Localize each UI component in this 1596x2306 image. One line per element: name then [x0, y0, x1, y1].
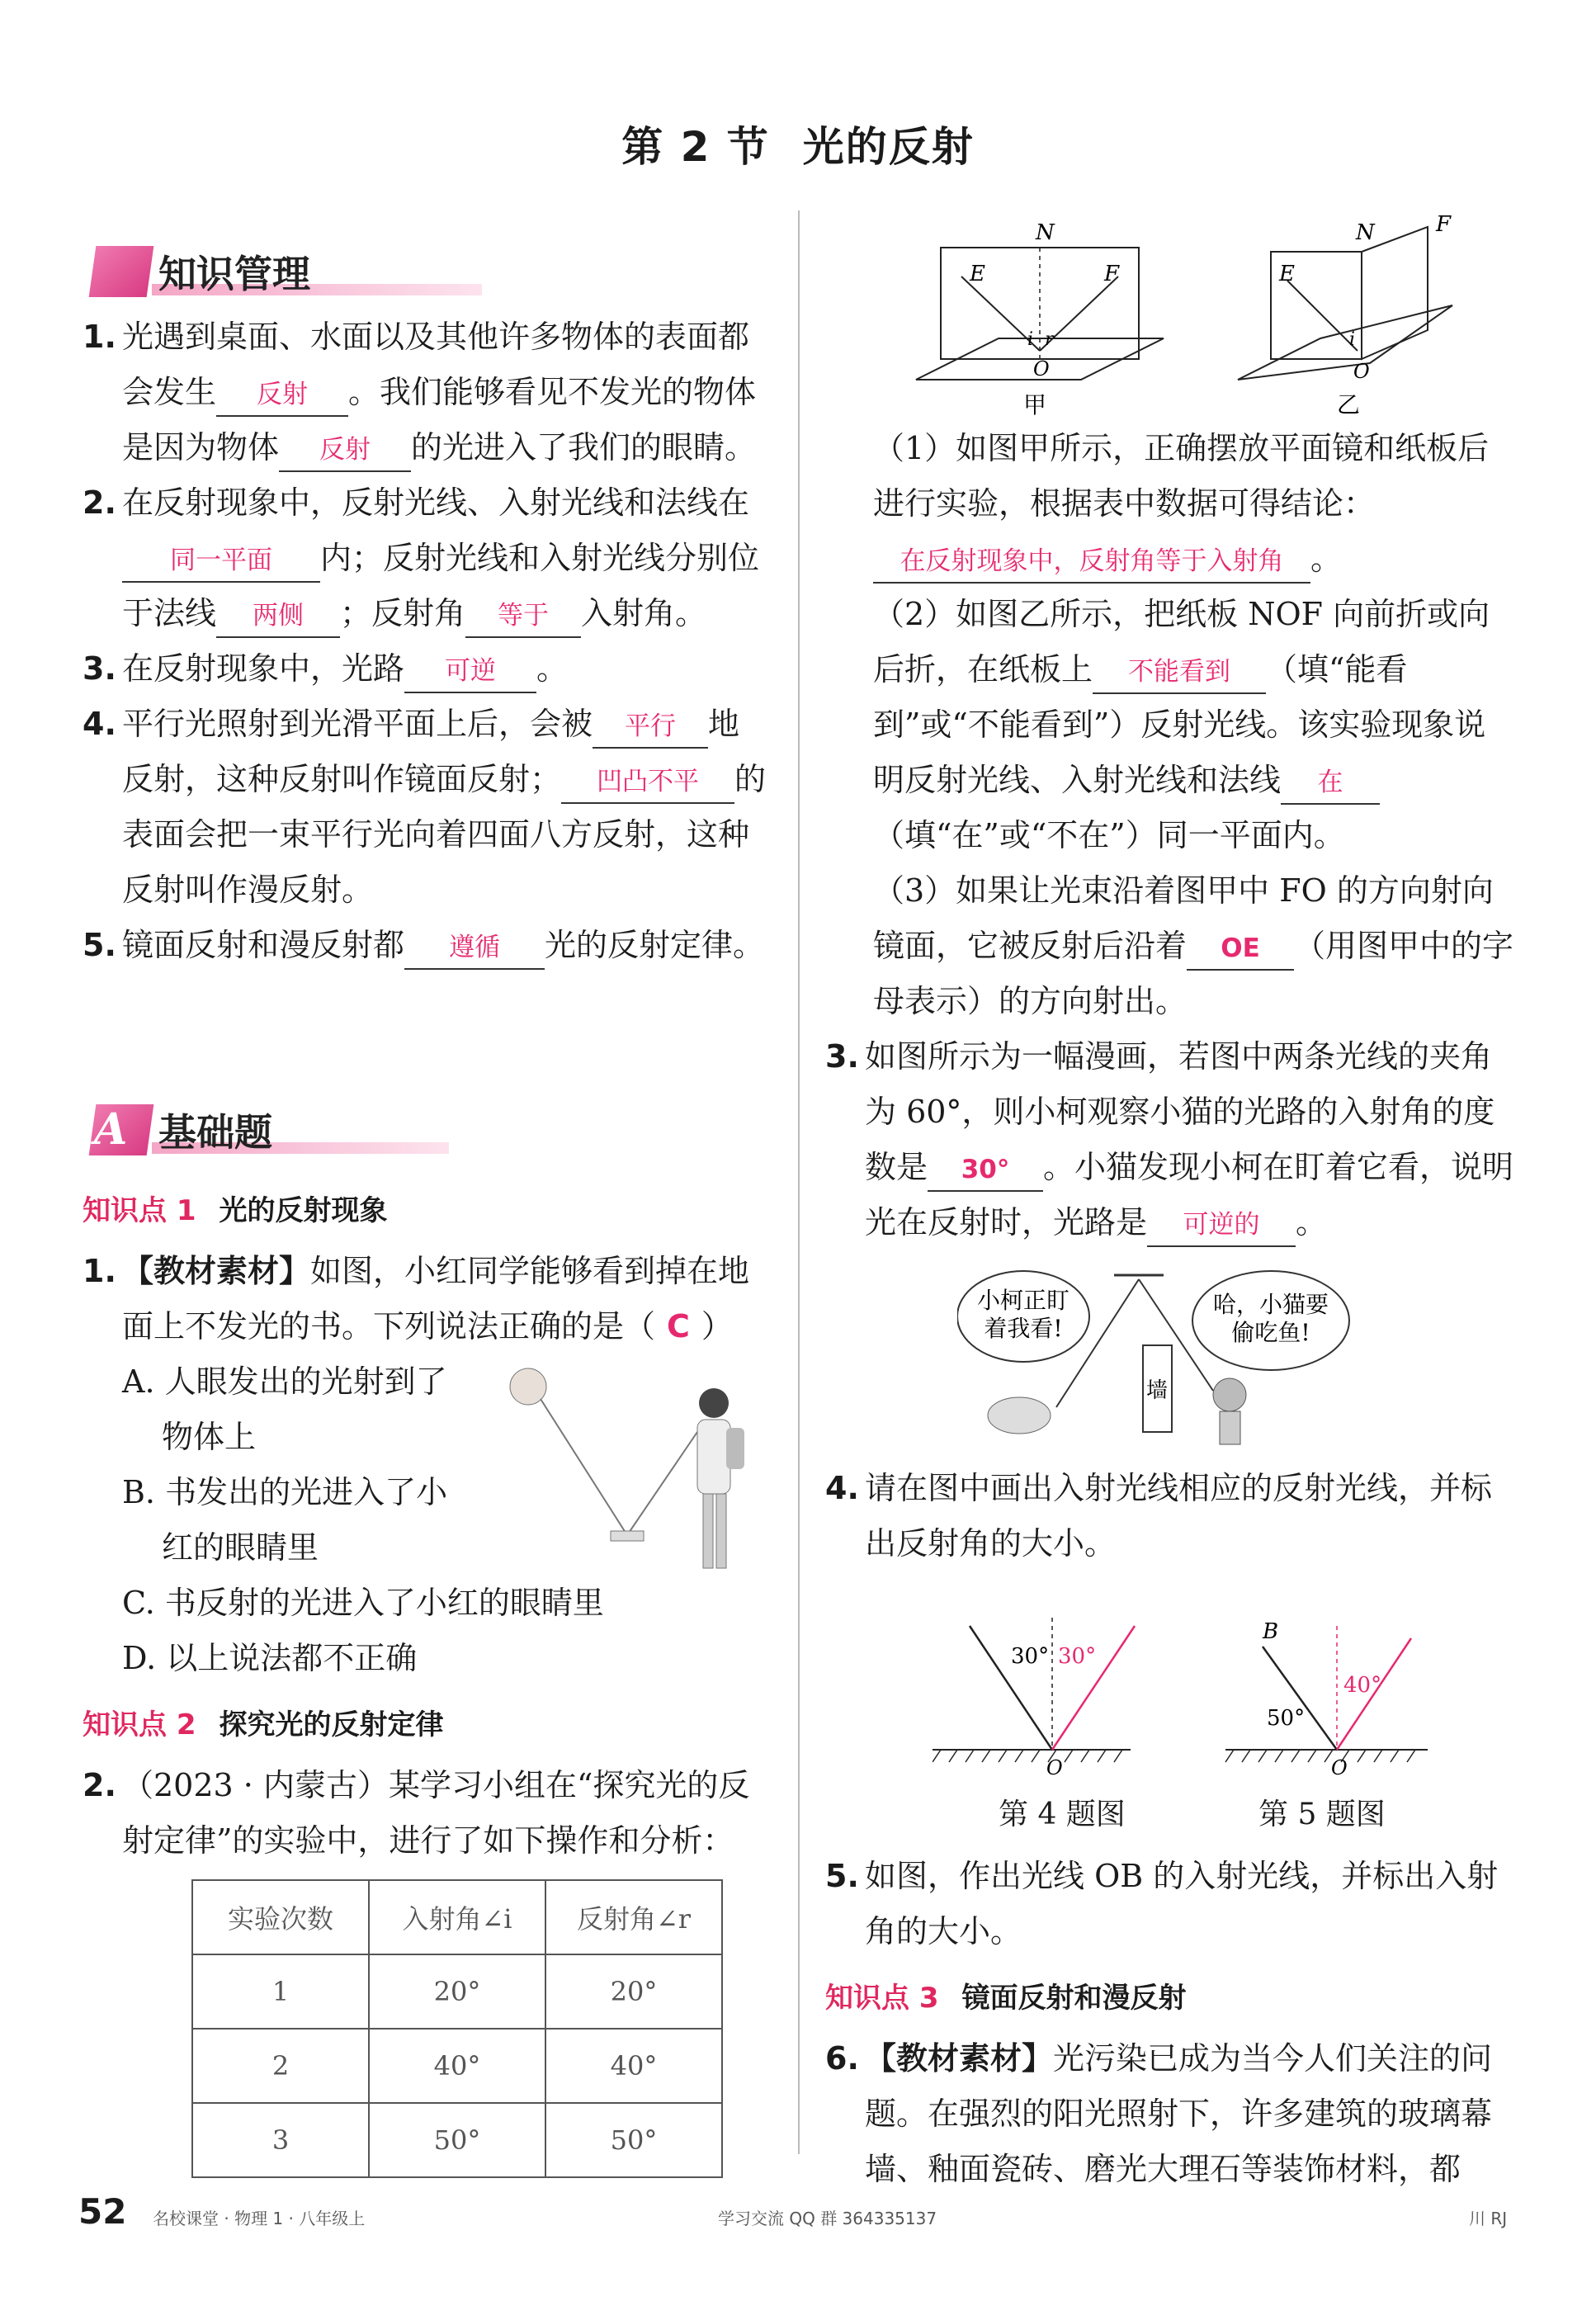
basic-banner — [83, 1098, 578, 1160]
person-leg-icon — [716, 1494, 726, 1568]
table-header-cell: 反射角∠r — [545, 1880, 722, 1954]
option-text: B. 书发出的光进入了小 — [122, 1474, 448, 1510]
question-number: 5. — [83, 927, 116, 963]
knowledge-point-1 — [83, 1184, 767, 1239]
table-header-cell: 入射角∠i — [369, 1880, 545, 1954]
question-text: 。 — [536, 650, 569, 687]
angle-label: 50° — [1267, 1706, 1306, 1731]
question-number: 4. — [83, 706, 116, 742]
question-text: 光污染已成为当今人们关注的问题。在强烈的阳光照射下，许多建筑的玻璃幕墙、釉面瓷砖、磨光大理石等装饰材料，都 — [865, 2040, 1493, 2187]
column-divider — [798, 210, 800, 2154]
answer-blank: 遵循 — [404, 927, 545, 970]
answer-blank: 凹凸不平 — [561, 761, 734, 804]
option-text: 物体上 — [162, 1419, 257, 1455]
question-text: （1）如图甲所示，正确摆放平面镜和纸板后进行实验，根据表中数据可得结论： — [873, 430, 1490, 522]
person-head-icon — [699, 1388, 729, 1418]
option-text: A. 人眼发出的光射到了 — [122, 1363, 447, 1400]
answer-blank: 30° — [928, 1149, 1043, 1192]
question-text: 的光进入了我们的眼睛。 — [411, 429, 757, 465]
kp-label: 知识点 3 — [825, 1982, 939, 2015]
label-o: O — [1331, 1756, 1348, 1779]
answer-blank: 可逆的 — [1147, 1204, 1296, 1247]
answer-blank: 不能看到 — [1093, 651, 1266, 694]
answer-blank: 同一平面 — [122, 540, 320, 583]
answer-blank: 可逆 — [404, 650, 536, 693]
cartoon-illustration — [957, 1259, 1419, 1453]
question-text: 在反射现象中，光路 — [122, 650, 405, 687]
reflected-ray — [1263, 1647, 1337, 1750]
label-e: E — [1279, 262, 1295, 286]
page-number: 52 — [78, 2191, 127, 2232]
knowledge-q4 — [83, 697, 767, 918]
question-text: 。小猫发现小柯在盯着它看，说明光在反射时，光路是 — [865, 1149, 1514, 1240]
experiment-table — [191, 1879, 723, 2178]
kp-label: 知识点 1 — [83, 1194, 196, 1227]
question-number: 4. — [825, 1470, 859, 1506]
mirror-hatching — [933, 1750, 1122, 1762]
answer-blank: 在反射现象中，反射角等于入射角 — [873, 541, 1310, 584]
question-text: （2）如图乙所示，把纸板 NOF 向前折或向后折，在纸板上 — [873, 596, 1490, 688]
mirror-hatching — [1225, 1750, 1415, 1762]
label-o: O — [1033, 357, 1050, 380]
section-heading: 基础题 — [158, 1110, 272, 1155]
knowledge-banner — [83, 239, 578, 302]
answer-blank: 两侧 — [216, 595, 340, 638]
figure-caption: 第 4 题图 — [999, 1798, 1126, 1831]
question-text: ） — [701, 1308, 733, 1344]
wall-label: 墙 — [1145, 1378, 1169, 1403]
banner-tab-icon — [89, 246, 154, 297]
angle-label-answer: 30° — [1058, 1644, 1097, 1669]
option-d — [83, 1631, 767, 1686]
boy-icon — [1213, 1378, 1246, 1411]
question-text: 镜面反射和漫反射都 — [122, 927, 405, 963]
section-heading: 知识管理 — [158, 252, 310, 296]
question-number: 3. — [825, 1038, 859, 1075]
right-q6 — [825, 2031, 1514, 2197]
figure-label-jia: 甲 — [1023, 391, 1047, 418]
answer-blank: OE — [1187, 928, 1294, 971]
question-text: 光遇到桌面、水面以及其他许多物体的表面都会发生 — [122, 319, 750, 410]
knowledge-q3 — [83, 641, 767, 697]
book-icon — [611, 1531, 644, 1541]
question-text: 在反射现象中，反射光线、入射光线和法线在 — [122, 484, 750, 521]
basic-q1 — [83, 1244, 767, 1354]
figure-caption: 第 5 题图 — [1258, 1798, 1386, 1831]
table-cell: 2 — [192, 2029, 369, 2103]
person-body-icon — [697, 1420, 730, 1494]
label-r: r — [1045, 329, 1054, 350]
page-title: 第 2 节 光的反射 — [621, 123, 975, 171]
cat-icon — [988, 1397, 1051, 1434]
basic-q2 — [83, 1758, 767, 1869]
kp-title: 探究光的反射定律 — [219, 1708, 444, 1741]
answer-blank: 等于 — [465, 595, 581, 638]
question-text: 内；反射光线和入射光线分别位于法线 — [122, 540, 760, 631]
question-text: 如图所示为一幅漫画，若图中两条光线的夹角为 60°，则小柯观察小猫的光路的入射角的度数是 — [865, 1038, 1495, 1185]
paper-board-folded — [1362, 227, 1428, 359]
right-column — [825, 421, 1514, 1250]
light-ray — [541, 1399, 627, 1535]
option-text: 红的眼睛里 — [162, 1529, 319, 1566]
question-number: 5. — [825, 1858, 859, 1894]
label-i: i — [1349, 329, 1356, 350]
label-f: F — [1436, 215, 1452, 237]
right-q4 — [825, 1461, 1514, 1571]
angle-label: 30° — [1011, 1644, 1050, 1669]
question-text: 的表面会把一束平行光向着四面八方反射，这种反射叫作漫反射。 — [122, 761, 767, 908]
question-text: 地反射，这种反射叫作镜面反射； — [122, 706, 740, 797]
banner-letter: A — [94, 1104, 128, 1155]
mirror-experiment-figures — [891, 215, 1485, 421]
answer-blank: 反射 — [216, 374, 348, 417]
incident-ray — [1287, 281, 1358, 351]
label-n: N — [1356, 220, 1375, 245]
question-text: （填“能看到”或“不能看到”）反射光线。该实验现象说明反射光线、入射光线和法线 — [873, 651, 1486, 798]
table-cell: 50° — [545, 2103, 722, 2177]
table-header-cell: 实验次数 — [192, 1880, 369, 1954]
question-number: 3. — [83, 650, 116, 687]
reflection-figures — [933, 1593, 1510, 1791]
question-text: 如图，作出光线 OB 的入射光线，并标出入射角的大小。 — [865, 1858, 1499, 1949]
book-eye-illustration — [495, 1354, 759, 1601]
knowledge-point-2 — [83, 1698, 767, 1753]
knowledge-q5 — [83, 918, 767, 973]
answer-blank: 反射 — [279, 429, 411, 472]
answer-blank: 在 — [1281, 762, 1380, 805]
question-text: （2023 · 内蒙古）某学习小组在“探究光的反射定律”的实验中，进行了如下操作和分析： — [122, 1767, 750, 1859]
right-q3 — [825, 1029, 1514, 1250]
label-f: F — [1104, 262, 1120, 286]
backpack-icon — [726, 1428, 744, 1469]
knowledge-list — [83, 310, 767, 973]
right-q5 — [825, 1849, 1514, 1959]
right-bottom-block — [825, 1849, 1514, 2197]
label-e: E — [970, 262, 985, 286]
question-text: 请在图中画出入射光线相应的反射光线，并标出反射角的大小。 — [865, 1470, 1493, 1562]
label-n: N — [1036, 220, 1055, 245]
table-cell: 3 — [192, 2103, 369, 2177]
question-text: 。 — [1310, 541, 1343, 577]
option-text: D. 以上说法都不正确 — [122, 1640, 418, 1676]
boy-body-icon — [1220, 1411, 1240, 1444]
person-leg-icon — [703, 1494, 713, 1568]
light-ray — [627, 1432, 697, 1535]
label-o: O — [1046, 1756, 1063, 1779]
question-tag: 【教材素材】 — [122, 1253, 311, 1289]
kp-label: 知识点 2 — [83, 1708, 196, 1741]
question-text: 如图，小红同学能够看到掉在地面上不发光的书。下列说法正确的是（ — [122, 1253, 750, 1344]
question-text: 光的反射定律。 — [545, 927, 765, 963]
table-header-row — [192, 1880, 722, 1954]
question-number: 1. — [83, 319, 116, 355]
choice-answer: C — [667, 1308, 690, 1344]
question-text: 平行光照射到光滑平面上后，会被 — [122, 706, 593, 742]
table-row — [192, 1954, 722, 2029]
bubble-text: 小柯正盯着我看! — [976, 1287, 1070, 1342]
table-cell: 20° — [369, 1954, 545, 2029]
edition-label: 川 RJ — [1469, 2209, 1508, 2228]
table-cell: 1 — [192, 1954, 369, 2029]
question-number: 2. — [83, 1767, 116, 1803]
q2-part3 — [825, 863, 1514, 1029]
label-i: i — [1027, 329, 1034, 350]
knowledge-q2 — [83, 475, 767, 641]
table-row — [192, 2029, 722, 2103]
qq-group: 学习交流 QQ 群 364335137 — [718, 2209, 937, 2228]
question-number: 1. — [83, 1253, 116, 1289]
table-cell: 40° — [545, 2029, 722, 2103]
question-text: 。我们能够看见不发光的物体是因为物体 — [122, 374, 757, 465]
question-text: （用图甲中的字母表示）的方向射出。 — [873, 928, 1514, 1019]
right-q4-block — [825, 1461, 1514, 1571]
table-cell: 50° — [369, 2103, 545, 2177]
bubble-text: 哈，小猫要偷吃鱼! — [1212, 1291, 1329, 1346]
question-number: 6. — [825, 2040, 859, 2077]
figure-label-yi: 乙 — [1337, 391, 1361, 418]
q2-part1 — [825, 421, 1514, 587]
question-text: 入射角。 — [581, 595, 707, 631]
kp-title: 光的反射现象 — [219, 1194, 388, 1227]
table-cell: 40° — [369, 2029, 545, 2103]
label-o: O — [1353, 360, 1370, 383]
book-title: 名校课堂 · 物理 1 · 八年级上 — [153, 2209, 366, 2228]
knowledge-q1 — [83, 310, 767, 475]
angle-label-answer: 40° — [1343, 1673, 1382, 1698]
question-text: （填“在”或“不在”）同一平面内。 — [873, 817, 1345, 853]
question-text: ；反射角 — [340, 595, 466, 631]
question-text: （3）如果让光束沿着图甲中 FO 的方向射向镜面，它被反射后沿着 — [873, 872, 1494, 964]
answer-blank: 平行 — [593, 706, 708, 749]
label-b: B — [1263, 1619, 1279, 1644]
knowledge-point-3 — [825, 1971, 1514, 2026]
question-tag: 【教材素材】 — [865, 2040, 1054, 2077]
kp-title: 镜面反射和漫反射 — [961, 1982, 1187, 2015]
table-row — [192, 2103, 722, 2177]
table-cell: 20° — [545, 1954, 722, 2029]
question-number: 2. — [83, 484, 116, 521]
question-text: 。 — [1296, 1204, 1328, 1240]
option-text: C. 书反射的光进入了小红的眼睛里 — [122, 1585, 604, 1621]
q2-part2 — [825, 587, 1514, 863]
